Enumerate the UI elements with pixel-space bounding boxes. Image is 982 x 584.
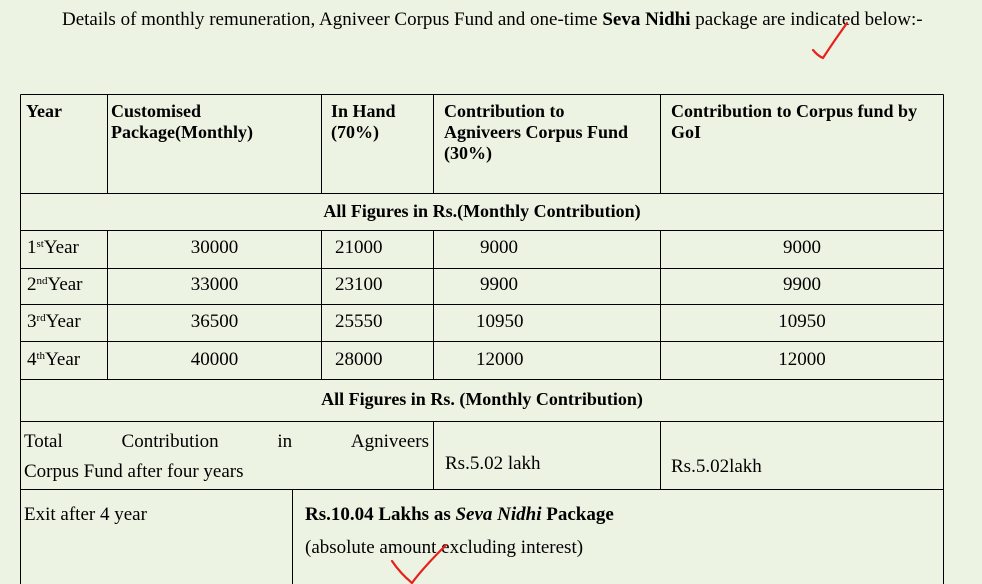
year-cell: 2ndYear bbox=[27, 274, 83, 295]
in-hand-cell: 23100 bbox=[335, 274, 383, 295]
total-goi-value: Rs.5.02lakh bbox=[671, 456, 762, 477]
package-cell: 30000 bbox=[190, 237, 239, 258]
agniveer-cell: 9900 bbox=[480, 274, 518, 295]
in-hand-cell: 21000 bbox=[335, 237, 383, 258]
year-cell: 4thYear bbox=[27, 349, 81, 370]
year-cell: 3rdYear bbox=[27, 311, 81, 332]
intro-text-before: Details of monthly remuneration, Agniveer Corpus Fund and one-time bbox=[62, 9, 603, 30]
intro-text-after: package are indicated below:- bbox=[690, 9, 923, 30]
goi-cell: 9900 bbox=[783, 274, 821, 295]
agniveer-cell: 10950 bbox=[476, 311, 524, 332]
exit-note: (absolute amount excluding interest) bbox=[305, 537, 584, 558]
package-cell: 36500 bbox=[190, 311, 239, 332]
year-cell: 1stYear bbox=[27, 237, 79, 258]
goi-cell: 10950 bbox=[778, 311, 826, 332]
total-label-line2: Corpus Fund after four years bbox=[24, 461, 244, 482]
package-cell: 33000 bbox=[190, 274, 239, 295]
package-cell: 40000 bbox=[190, 349, 239, 370]
header-year: Year bbox=[26, 101, 62, 121]
header-goi-contribution: Contribution to Corpus fund by GoI bbox=[671, 101, 918, 142]
header-customised-package: Customised Package(Monthly) bbox=[111, 101, 253, 142]
goi-cell: 12000 bbox=[778, 349, 826, 370]
goi-cell: 9000 bbox=[783, 237, 821, 258]
exit-label: Exit after 4 year bbox=[24, 504, 147, 525]
in-hand-cell: 28000 bbox=[335, 349, 383, 370]
exit-package-text: Rs.10.04 Lakhs as Seva Nidhi Package bbox=[305, 504, 614, 525]
header-in-hand: In Hand (70%) bbox=[331, 101, 396, 142]
section-label-monthly-2: All Figures in Rs. (Monthly Contribution) bbox=[321, 389, 643, 409]
intro-paragraph bbox=[36, 6, 956, 34]
section-label-monthly: All Figures in Rs.(Monthly Contribution) bbox=[323, 201, 641, 221]
in-hand-cell: 25550 bbox=[335, 311, 383, 332]
agniveer-cell: 9000 bbox=[480, 237, 518, 258]
header-agniveer-contribution: Contribution to Agniveers Corpus Fund (30%) bbox=[444, 101, 629, 163]
total-agniveer-value: Rs.5.02 lakh bbox=[445, 453, 541, 474]
agniveer-cell: 12000 bbox=[476, 349, 524, 370]
total-label-line1: Total Contribution in Agniveers bbox=[24, 431, 429, 452]
intro-bold-term: Seva Nidhi bbox=[602, 9, 691, 30]
